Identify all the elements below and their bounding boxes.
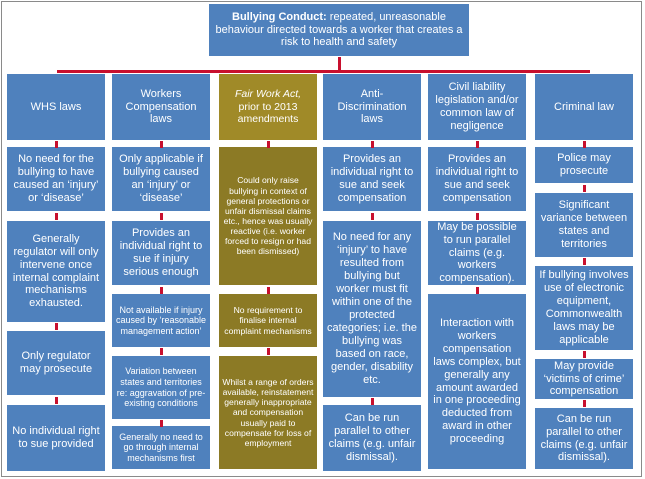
fair-work-item-1: Could only raise bullying in context of general protections or unfair dismissal claims etc., hence was usually reactive (i.e. worker forced to resign or had been dismissed) bbox=[218, 146, 318, 286]
criminal-law-item-1: Police may prosecute bbox=[534, 146, 634, 184]
whs-item-2: Generally regulator will only intervene once internal complaint mechanisms exhausted. bbox=[6, 220, 106, 323]
workers-comp-item-4: Variation between states and territories re: aggravation of pre-existing conditions bbox=[111, 355, 211, 420]
fair-work-item-2: No requirement to finalise internal complaint mechanisms bbox=[218, 293, 318, 348]
workers-comp-item-1: Only applicable if bullying caused an ‘injury’ or ‘disease’ bbox=[111, 146, 211, 212]
connector-line bbox=[338, 56, 341, 71]
workers-comp-item-5: Generally no need to go through internal mechanisms first bbox=[111, 425, 211, 470]
connector-tick bbox=[55, 141, 58, 148]
civil-liability-item-3: Interaction with workers compensation laws complex, but generally any amount awarded in one proceeding deducted from award in other proceeding bbox=[427, 293, 527, 470]
connector-tick bbox=[583, 185, 586, 192]
connector-tick bbox=[267, 287, 270, 294]
connector-tick bbox=[55, 323, 58, 330]
anti-discrimination-item-2: No need for any ‘injury’ to have resulted from bullying but worker must fit within one of the protected categories; i.e. the bullying was based on race, gender, disability etc. bbox=[322, 220, 422, 398]
fair-work-item-3: Whilst a range of orders available, reinstatement generally inappropriate and compensation usually paid to compensate for loss of employment bbox=[218, 355, 318, 470]
connector-tick bbox=[160, 348, 163, 355]
whs-item-3: Only regulator may prosecute bbox=[6, 330, 106, 396]
connector-tick bbox=[160, 287, 163, 294]
civil-liability-item-1: Provides an individual right to sue and seek compensation bbox=[427, 146, 527, 212]
connector-tick bbox=[267, 141, 270, 148]
column-header-anti-discrimination: Anti-Discrimination laws bbox=[322, 73, 422, 141]
whs-item-4: No individual right to sue provided bbox=[6, 404, 106, 472]
connector-tick bbox=[160, 420, 163, 427]
anti-discrimination-item-1: Provides an individual right to sue and seek compensation bbox=[322, 146, 422, 212]
criminal-law-item-4: May provide ‘victims of crime’ compensation bbox=[534, 358, 634, 400]
connector-tick bbox=[583, 351, 586, 358]
column-header-whs-laws: WHS laws bbox=[6, 73, 106, 141]
whs-item-1: No need for the bullying to have caused an ‘injury’ or ‘disease’ bbox=[6, 146, 106, 212]
connector-tick bbox=[160, 141, 163, 148]
connector-tick bbox=[371, 398, 374, 405]
connector-tick bbox=[476, 141, 479, 148]
connector-tick bbox=[476, 213, 479, 220]
connector-tick bbox=[583, 400, 586, 407]
workers-comp-item-3: Not available if injury caused by ‘reasonable management action’ bbox=[111, 293, 211, 348]
bullying-conduct-definition: Bullying Conduct: repeated, unreasonable behaviour directed towards a worker that creates a risk to health and safety bbox=[208, 3, 470, 57]
column-header-criminal-law: Criminal law bbox=[534, 73, 634, 141]
anti-discrimination-item-3: Can be run parallel to other claims (e.g. unfair dismissal). bbox=[322, 404, 422, 472]
connector-tick bbox=[55, 397, 58, 404]
column-header-civil-liability: Civil liability legislation and/or common law of negligence bbox=[427, 73, 527, 141]
civil-liability-item-2: May be possible to run parallel claims (e.g. workers compensation). bbox=[427, 220, 527, 286]
workers-comp-item-2: Provides an individual right to sue if injury serious enough bbox=[111, 220, 211, 286]
connector-tick bbox=[476, 287, 479, 294]
connector-tick bbox=[371, 141, 374, 148]
connector-tick bbox=[55, 213, 58, 220]
criminal-law-item-5: Can be run parallel to other claims (e.g. unfair dismissal). bbox=[534, 407, 634, 470]
connector-tick bbox=[160, 213, 163, 220]
connector-tick bbox=[267, 348, 270, 355]
column-header-fair-work-act: Fair Work Act, prior to 2013 amendments bbox=[218, 73, 318, 141]
criminal-law-item-2: Significant variance between states and territories bbox=[534, 192, 634, 258]
connector-tick bbox=[583, 141, 586, 148]
criminal-law-item-3: If bullying involves use of electronic equipment, Commonwealth laws may be applicable bbox=[534, 265, 634, 351]
connector-tick bbox=[371, 213, 374, 220]
connector-tick bbox=[583, 258, 586, 265]
column-header-workers-compensation: Workers Compensation laws bbox=[111, 73, 211, 141]
